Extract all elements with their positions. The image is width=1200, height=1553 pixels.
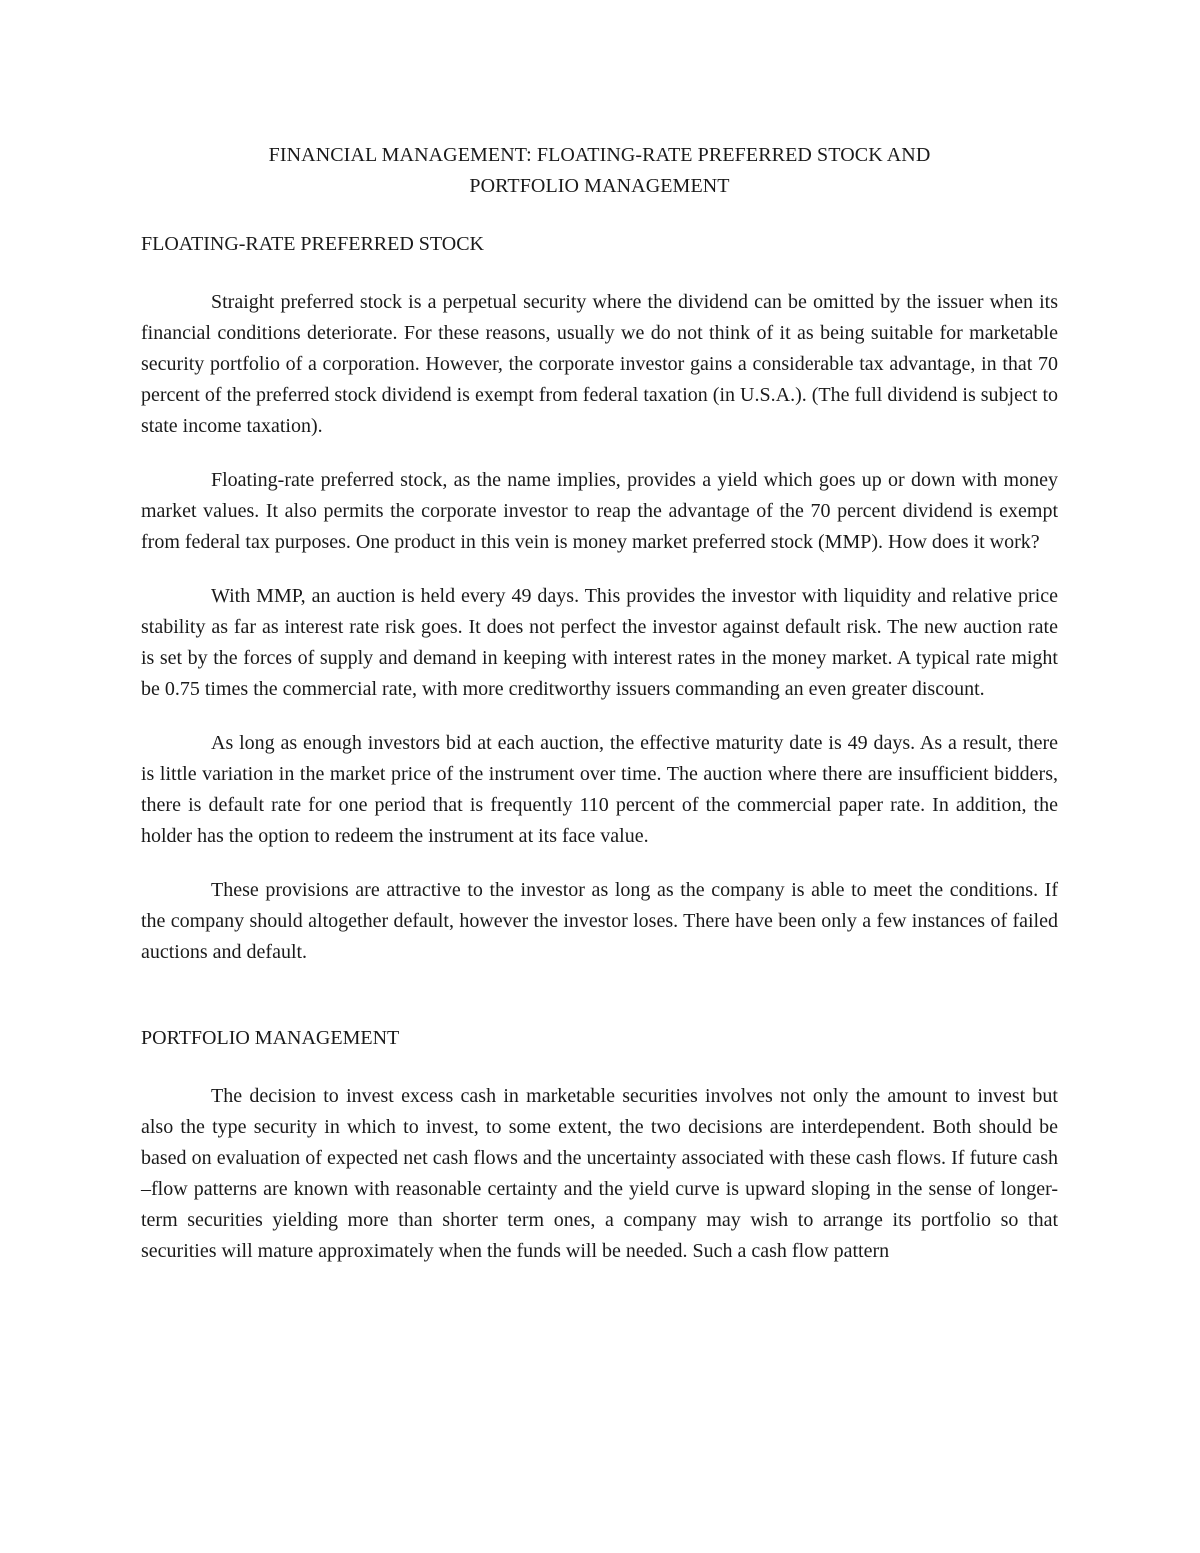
paragraph: As long as enough investors bid at each auction, the effective maturity date is 49 days. As a result, there is little variation in the market price of the instrument over time. The auction where there are insufficient bidders, there is default rate for one period that is frequently 110 percent of the commercial paper rate. In addition, the holder has the option to redeem the instrument at its face value. [141, 732, 1058, 847]
document-title-line-1: FINANCIAL MANAGEMENT: FLOATING-RATE PREFERRED STOCK AND [268, 144, 931, 166]
section-heading-portfolio-management: PORTFOLIO MANAGEMENT [141, 1027, 400, 1049]
paragraph: These provisions are attractive to the investor as long as the company is able to meet the conditions. If the company should altogether default, however the investor loses. There have been only a few instances of failed auctions and default. [141, 879, 1058, 963]
paragraph: With MMP, an auction is held every 49 days. This provides the investor with liquidity and relative price stability as far as interest rate risk goes. It does not perfect the investor against default risk. The new auction rate is set by the forces of supply and demand in keeping with interest rates in the money market. A typical rate might be 0.75 times the commercial rate, with more creditworthy issuers commanding an even greater discount. [141, 585, 1058, 700]
paragraph: Floating-rate preferred stock, as the name implies, provides a yield which goes up or down with money market values. It also permits the corporate investor to reap the advantage of the 70 percent dividend is exempt from federal tax purposes. One product in this vein is money market preferred stock (MMP). How does it work? [141, 469, 1058, 553]
paragraph: Straight preferred stock is a perpetual security where the dividend can be omitted by the issuer when its financial conditions deteriorate. For these reasons, usually we do not think of it as being suitable for marketable security portfolio of a corporation. However, the corporate investor gains a considerable tax advantage, in that 70 percent of the preferred stock dividend is exempt from federal taxation (in U.S.A.). (The full dividend is subject to state income taxation). [141, 291, 1058, 437]
document-title [141, 140, 1058, 202]
section-heading-floating-rate: FLOATING-RATE PREFERRED STOCK [141, 233, 484, 255]
page-content [141, 140, 1058, 1267]
document-title-line-2: PORTFOLIO MANAGEMENT [469, 175, 730, 197]
paragraph: The decision to invest excess cash in marketable securities involves not only the amount to invest but also the type security in which to invest, to some extent, the two decisions are interdependent. Both should be based on evaluation of expected net cash flows and the uncertainty associated with these cash flows. If future cash –flow patterns are known with reasonable certainty and the yield curve is upward sloping in the sense of longer-term securities yielding more than shorter term ones, a company may wish to arrange its portfolio so that securities will mature approximately when the funds will be needed. Such a cash flow pattern [141, 1085, 1058, 1262]
